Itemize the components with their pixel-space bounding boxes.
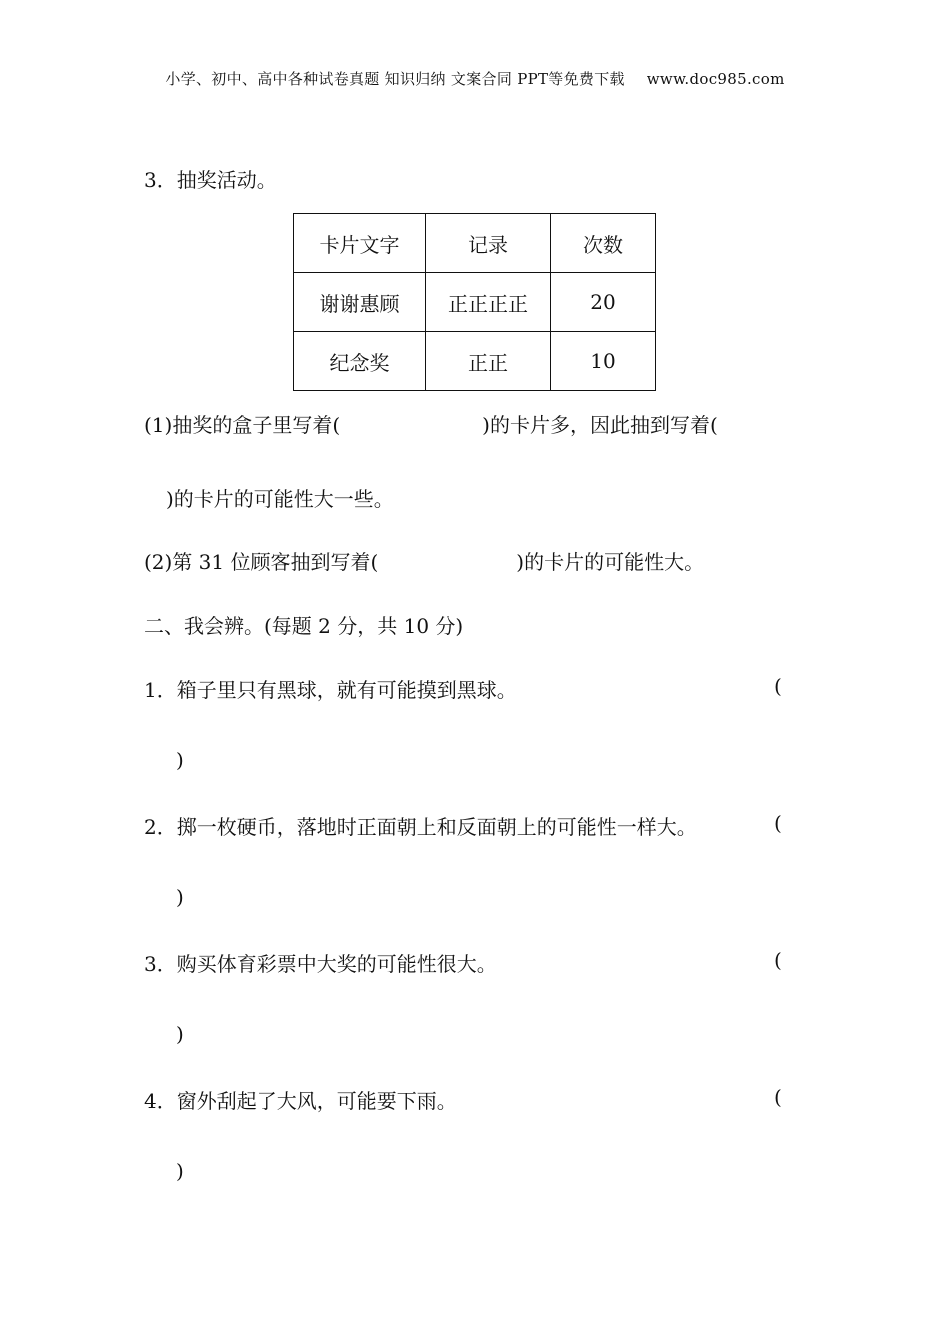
judge-item-4: 4．窗外刮起了大风，可能要下雨。 — [144, 1089, 457, 1113]
answer-open-paren[interactable]: ( — [774, 674, 782, 698]
lottery-table — [293, 213, 656, 391]
table-row — [294, 332, 656, 391]
q3-sub1-part-b: )的卡片多，因此抽到写着( — [482, 413, 718, 437]
q3-sub1-line2: )的卡片的可能性大一些。 — [166, 487, 394, 511]
table-cell: 10 — [551, 332, 656, 391]
q3-sub1-part-a: (1)抽奖的盒子里写着( — [144, 413, 341, 437]
q3-sub2-part-a: (2)第 31 位顾客抽到写着( — [144, 550, 379, 574]
section2-title: 二、我会辨。(每题 2 分，共 10 分) — [144, 614, 464, 638]
table-header-row — [294, 214, 656, 273]
header-url: www.doc985.com — [646, 70, 785, 88]
answer-open-paren[interactable]: ( — [774, 811, 782, 835]
answer-close-paren[interactable]: ) — [176, 1022, 184, 1046]
table-cell: 正正 — [426, 332, 551, 391]
answer-open-paren[interactable]: ( — [774, 1085, 782, 1109]
table-header-cell: 记录 — [426, 214, 551, 273]
q3-sub2-part-b: )的卡片的可能性大。 — [516, 550, 705, 574]
table-header-cell: 卡片文字 — [294, 214, 426, 273]
table-row — [294, 273, 656, 332]
table-cell: 纪念奖 — [294, 332, 426, 391]
judge-item-2: 2．掷一枚硬币，落地时正面朝上和反面朝上的可能性一样大。 — [144, 815, 697, 839]
judge-item-3: 3．购买体育彩票中大奖的可能性很大。 — [144, 952, 497, 976]
table-cell: 20 — [551, 273, 656, 332]
table-cell: 正正正正 — [426, 273, 551, 332]
table-header-cell: 次数 — [551, 214, 656, 273]
header-site-desc: 小学、初中、高中各种试卷真题 知识归纳 文案合同 PPT等免费下载 — [165, 70, 625, 88]
answer-close-paren[interactable]: ) — [176, 748, 184, 772]
q3-title: 3．抽奖活动。 — [144, 168, 277, 192]
judge-item-1: 1．箱子里只有黑球，就有可能摸到黑球。 — [144, 678, 517, 702]
answer-open-paren[interactable]: ( — [774, 948, 782, 972]
q3-sub1-line1 — [144, 409, 718, 438]
q3-sub2 — [144, 546, 704, 575]
table-cell: 谢谢惠顾 — [294, 273, 426, 332]
answer-close-paren[interactable]: ) — [176, 1159, 184, 1183]
page-header — [0, 68, 950, 89]
answer-close-paren[interactable]: ) — [176, 885, 184, 909]
